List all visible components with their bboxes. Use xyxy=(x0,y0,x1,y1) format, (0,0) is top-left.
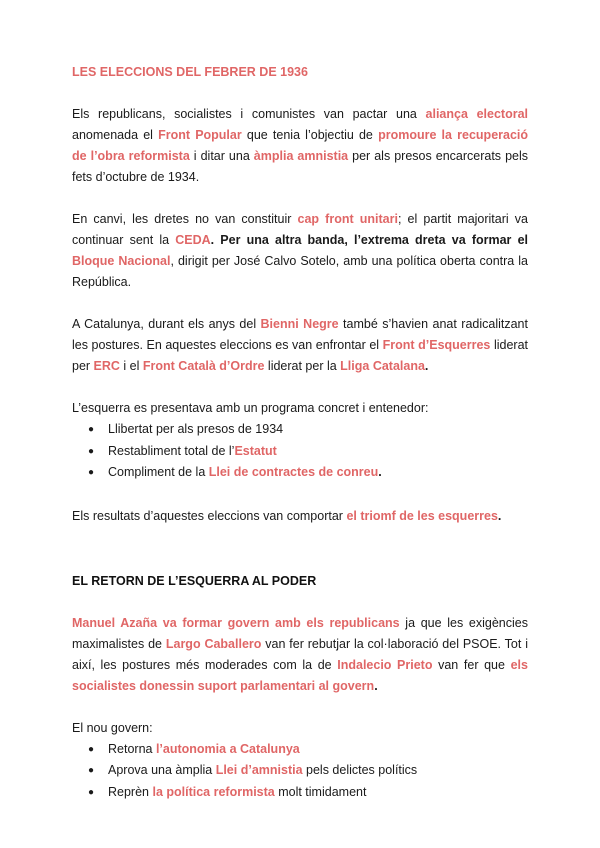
list-item xyxy=(72,462,528,484)
text: . Per una altra banda, l’extrema dreta va formar el xyxy=(210,233,528,247)
program-list xyxy=(72,419,528,484)
section-title-return: EL RETORN DE L’ESQUERRA AL PODER xyxy=(72,573,317,588)
bullet-icon: ● xyxy=(88,445,95,457)
text: Compliment de la xyxy=(108,465,209,479)
list-item xyxy=(72,760,528,782)
text: liderat per xyxy=(72,338,528,373)
paragraph-new-government: El nou govern: xyxy=(72,720,153,735)
text: . xyxy=(424,359,429,373)
text: també s’havien anat radicalitzant les postures. En aquestes eleccions es van enfrontar el xyxy=(72,317,528,352)
text: van fer que xyxy=(432,657,511,672)
highlight: Largo Caballero xyxy=(165,636,262,651)
highlight: ERC xyxy=(93,359,120,373)
paragraph-catalonia xyxy=(72,314,528,377)
bullet-icon: ● xyxy=(88,765,95,776)
text: , dirigit per José Calvo Sotelo, amb una política oberta contra la República. xyxy=(72,254,528,289)
text: van fer rebutjar la col·laboració del PSOE. Tot i així, les postures més moderades com la de xyxy=(72,636,528,672)
text: Els resultats d’aquestes eleccions van comportar xyxy=(72,508,347,523)
text: . xyxy=(374,678,378,693)
text: A Catalunya, durant els anys del xyxy=(72,317,261,331)
text: ja que les exigències maximalistes de xyxy=(72,615,528,651)
list-item xyxy=(72,441,528,463)
highlight: Bloque Nacional xyxy=(72,254,171,268)
highlight: Front Popular xyxy=(158,128,242,142)
paragraph-results xyxy=(72,506,528,527)
highlight: Bienni Negre xyxy=(260,317,339,331)
text: Reprèn xyxy=(108,784,153,799)
paragraph-azana xyxy=(72,613,528,697)
list-item xyxy=(72,419,528,441)
highlight: Indalecio Prieto xyxy=(337,657,433,672)
text: Aprova una àmplia xyxy=(108,763,216,777)
highlight: Front Català d’Ordre xyxy=(142,359,265,373)
text: En canvi, les dretes no van constituir xyxy=(72,212,298,226)
highlight: l’autonomia a Catalunya xyxy=(155,741,300,756)
text: molt timidament xyxy=(274,784,367,799)
text: anomenada el xyxy=(72,128,159,142)
text: que tenia l’objectiu de xyxy=(241,128,379,142)
highlight: Estatut xyxy=(234,443,277,458)
highlight: promoure la recuperació de l’obra reformista xyxy=(72,128,529,163)
text: liderat per la xyxy=(264,359,341,373)
text: . xyxy=(497,508,502,523)
highlight: Llei de contractes de conreu xyxy=(208,465,379,479)
section-title-elections: LES ELECCIONS DEL FEBRER DE 1936 xyxy=(72,65,308,79)
highlight: aliança electoral xyxy=(425,107,528,121)
text: i el xyxy=(119,359,143,373)
paragraph-program-intro: L’esquerra es presentava amb un programa concret i entenedor: xyxy=(72,401,429,415)
paragraph-right-wing xyxy=(72,209,528,293)
highlight: Front d’Esquerres xyxy=(382,338,491,352)
highlight: Llei d’amnistia xyxy=(215,763,303,777)
highlight: els socialistes donessin suport parlamentari al govern xyxy=(72,657,528,693)
government-list xyxy=(72,739,528,804)
text: Els republicans, socialistes i comunistes van pactar una xyxy=(72,107,426,121)
text: . xyxy=(378,465,382,479)
bullet-icon: ● xyxy=(88,424,95,435)
highlight: àmplia amnistia xyxy=(253,149,349,163)
highlight: cap front unitari xyxy=(297,212,398,226)
highlight: el triomf de les esquerres xyxy=(346,508,498,523)
text: pels delictes polítics xyxy=(302,763,418,777)
text: ; el partit majoritari va continuar sent la xyxy=(72,212,528,247)
document-page xyxy=(72,62,528,803)
list-item xyxy=(72,782,528,804)
text: per als presos encarcerats pels fets d’octubre de 1934. xyxy=(72,149,528,184)
bullet-icon: ● xyxy=(88,467,95,478)
paragraph-popular-front xyxy=(72,104,528,188)
bullet-icon: ● xyxy=(88,743,95,755)
list-item xyxy=(72,739,528,761)
text: Retorna xyxy=(108,741,156,756)
text: i ditar una xyxy=(189,149,254,163)
highlight: Lliga Catalana xyxy=(340,359,425,373)
highlight: CEDA xyxy=(175,233,211,247)
highlight: la política reformista xyxy=(152,784,275,799)
text: Restabliment total de l’ xyxy=(108,443,235,458)
bullet-icon: ● xyxy=(88,786,95,798)
highlight: Manuel Azaña va formar govern amb els republicans xyxy=(72,615,400,630)
text: Llibertat per als presos de 1934 xyxy=(108,422,284,436)
